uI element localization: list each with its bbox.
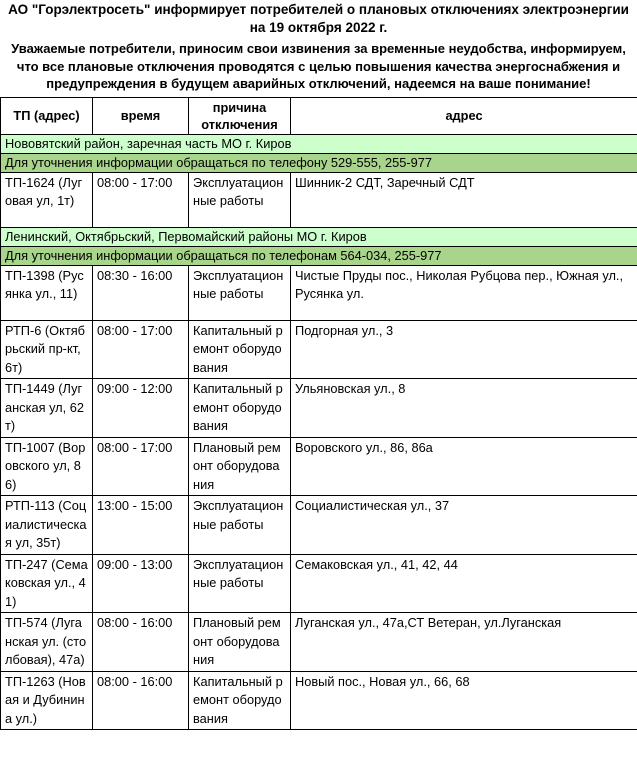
address-cell: Чистые Пруды пос., Николая Рубцова пер., Южная ул., Русянка ул. [291, 265, 637, 320]
time-cell: 08:30 - 16:00 [93, 265, 189, 320]
time-cell: 09:00 - 12:00 [93, 379, 189, 438]
column-header-time: время [93, 97, 189, 134]
reason-cell: Плановый ремонт оборудования [189, 437, 291, 496]
phone-info-label: Для уточнения информации обращаться по телефону 529-555, 255-977 [1, 153, 637, 172]
time-cell: 08:00 - 16:00 [93, 671, 189, 730]
address-cell: Луганская ул., 47а,СТ Ветеран, ул.Луганская [291, 613, 637, 672]
tp-cell: ТП-1449 (Луганская ул, 62т) [1, 379, 93, 438]
district-label: Ленинский, Октябрьский, Первомайский районы МО г. Киров [1, 227, 637, 246]
column-header-tp: ТП (адрес) [1, 97, 93, 134]
time-cell: 08:00 - 17:00 [93, 437, 189, 496]
table-row [1, 613, 637, 672]
table-header-row [1, 97, 637, 134]
address-cell: Воровского ул., 86, 86а [291, 437, 637, 496]
tp-cell: РТП-113 (Социалистическая ул, 35т) [1, 496, 93, 555]
tp-cell: ТП-247 (Семаковская ул., 41) [1, 554, 93, 613]
reason-cell: Эксплуатационные работы [189, 496, 291, 555]
table-row [1, 265, 637, 320]
district-label: Нововятский район, заречная часть МО г. Киров [1, 134, 637, 153]
tp-cell: ТП-1398 (Русянка ул., 11) [1, 265, 93, 320]
table-row [1, 554, 637, 613]
time-cell: 08:00 - 16:00 [93, 613, 189, 672]
reason-cell: Капитальный ремонт оборудования [189, 320, 291, 379]
table-row [1, 437, 637, 496]
column-header-reason: причина отключения [189, 97, 291, 134]
time-cell: 08:00 - 17:00 [93, 320, 189, 379]
district-row [1, 134, 637, 153]
address-cell: Социалистическая ул., 37 [291, 496, 637, 555]
phone-info-row [1, 153, 637, 172]
reason-cell: Эксплуатационные работы [189, 554, 291, 613]
reason-cell: Эксплуатационные работы [189, 265, 291, 320]
reason-cell: Капитальный ремонт оборудования [189, 671, 291, 730]
reason-cell: Эксплуатационные работы [189, 172, 291, 227]
outage-table [0, 97, 637, 731]
address-cell: Ульяновская ул., 8 [291, 379, 637, 438]
tp-cell: ТП-1624 (Луговая ул, 1т) [1, 172, 93, 227]
tp-cell: РТП-6 (Октябрьский пр-кт, 6т) [1, 320, 93, 379]
tp-cell: ТП-1007 (Воровского ул, 86) [1, 437, 93, 496]
apology-notice: Уважаемые потребители, приносим свои извинения за временные неудобства, информируем, что все плановые отключения проводятся с целью повышения качества энергоснабжения и предупреждения в будущем аварийных отключений, надеемся на ваше понимание! [11, 41, 626, 91]
table-row [1, 671, 637, 730]
address-cell: Новый пос., Новая ул., 66, 68 [291, 671, 637, 730]
table-row [1, 379, 637, 438]
phone-info-label: Для уточнения информации обращаться по телефонам 564-034, 255-977 [1, 246, 637, 265]
phone-info-row [1, 246, 637, 265]
address-cell: Подгорная ул., 3 [291, 320, 637, 379]
time-cell: 09:00 - 13:00 [93, 554, 189, 613]
table-row [1, 172, 637, 227]
column-header-address: адрес [291, 97, 637, 134]
time-cell: 13:00 - 15:00 [93, 496, 189, 555]
reason-cell: Капитальный ремонт оборудования [189, 379, 291, 438]
tp-cell: ТП-574 (Луганская ул. (столбовая), 47а) [1, 613, 93, 672]
address-cell: Шинник-2 СДТ, Заречный СДТ [291, 172, 637, 227]
district-row [1, 227, 637, 246]
time-cell: 08:00 - 17:00 [93, 172, 189, 227]
tp-cell: ТП-1263 (Новая и Дубинина ул.) [1, 671, 93, 730]
table-row [1, 320, 637, 379]
table-row [1, 496, 637, 555]
page-title: АО "Горэлектросеть" информирует потребителей о плановых отключениях электроэнергии на 19 октября 2022 г. [8, 2, 629, 35]
address-cell: Семаковская ул., 41, 42, 44 [291, 554, 637, 613]
reason-cell: Плановый ремонт оборудования [189, 613, 291, 672]
